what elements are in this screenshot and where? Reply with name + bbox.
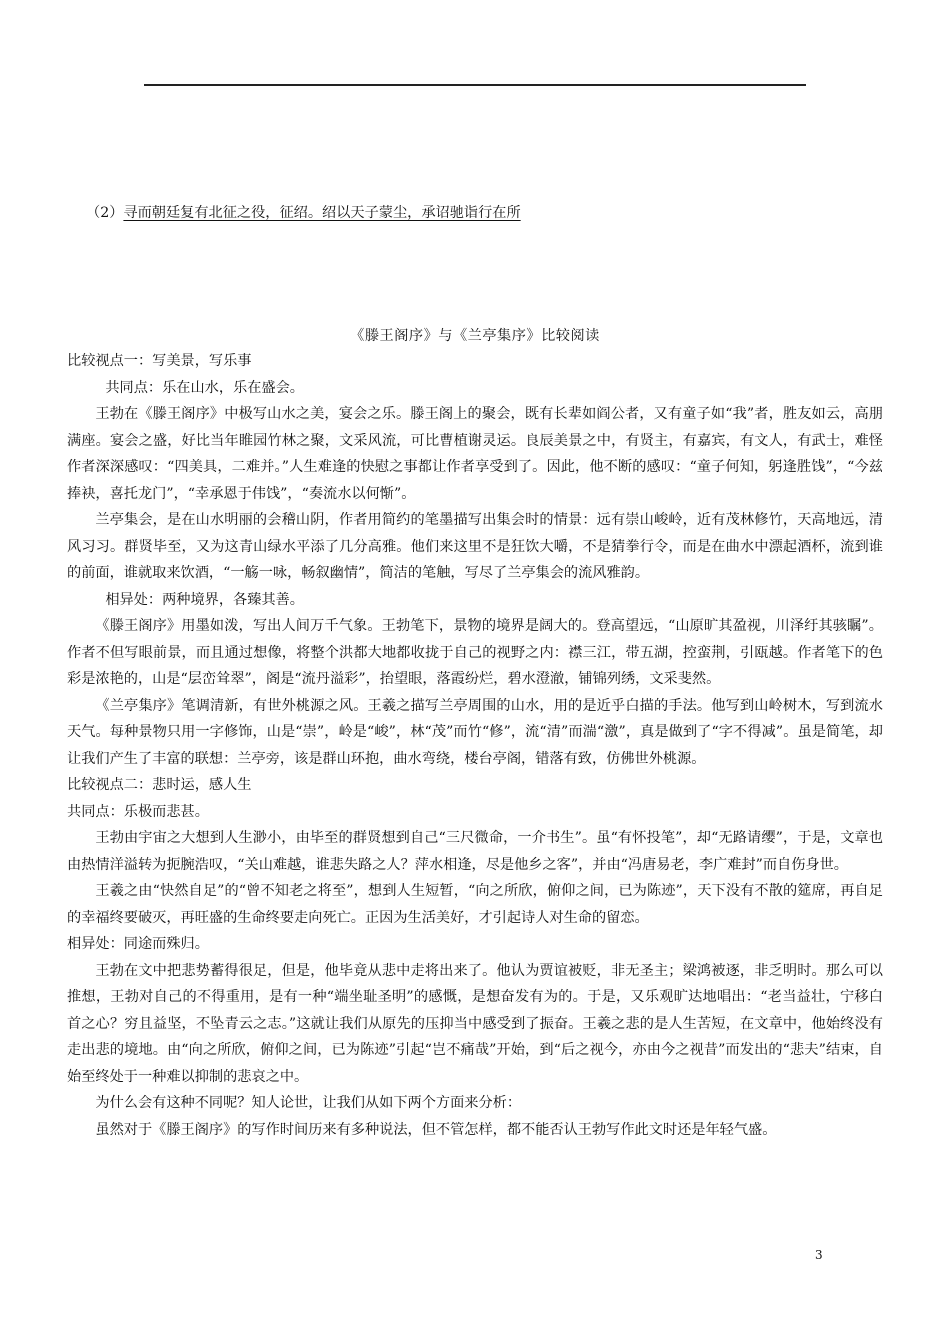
paragraph: 虽然对于《滕王阁序》的写作时间历来有多种说法，但不管怎样，都不能否认王勃写作此文时还是年轻气盛。	[95, 1121, 777, 1138]
paragraph: 王勃由宇宙之大想到人生渺小，由毕至的群贤想到自己“三尺微命，一介书生”。虽“有怀投笔”，却“无路请缨”，于是，文章也由热情洋溢转为扼腕浩叹，“关山难越，谁悲失路之人？萍水相逢，尽是他乡之客”，并由“冯唐易老，李广难封”而自伤身世。	[67, 830, 883, 873]
question-2-text: 寻而朝廷复有北征之役，征绍。绍以天子蒙尘，承诏驰诣行在所	[123, 205, 521, 221]
section-heading-1: 比较视点一：写美景，写乐事	[67, 353, 252, 369]
question-2	[86, 202, 521, 222]
section-heading-2: 比较视点二：悲时运，感人生	[67, 777, 252, 793]
paragraph: 《兰亭集序》笔调清新，有世外桃源之风。王羲之描写兰亭周围的山水，用的是近乎白描的手法。他写到山岭树木，写到流水天气。每种景物只用一字修饰，山是“崇”，岭是“峻”，林“茂”而竹“修”，流“清”而湍“激”，真是做到了“字不得减”。虽是简笔，却让我们产生了丰富的联想：兰亭旁，该是群山环抱，曲水弯绕，楼台亭阁，错落有致，仿佛世外桃源。	[67, 697, 883, 767]
subheading-common-2: 共同点：乐极而悲甚。	[67, 803, 209, 820]
article-title: 《滕王阁序》与《兰亭集序》比较阅读	[350, 328, 600, 344]
subheading-diff-1: 相异处：两种境界，各臻其善。	[105, 591, 304, 608]
paragraph: 王勃在文中把悲势蓄得很足，但是，他毕竟从悲中走将出来了。他认为贾谊被贬，非无圣主；梁鸿被逐，非乏明时。那么可以推想，王勃对自己的不得重用，是有一种“端坐耻圣明”的感慨，是想奋发有为的。于是，又乐观旷达地唱出：“老当益壮，宁移白首之心？穷且益坚，不坠青云之志。”这就让我们从原先的压抑当中感受到了振奋。王羲之悲的是人生苦短，在文章中，他始终没有走出悲的境地。由“向之所欣，俯仰之间，已为陈迹”引起“岂不痛哉”开始，到“后之视今，亦由今之视昔”而发出的“悲夫”结束，自始至终处于一种难以抑制的悲哀之中。	[67, 962, 883, 1085]
article-body	[67, 348, 883, 1143]
header-rule	[144, 84, 806, 86]
paragraph: 为什么会有这种不同呢？知人论世，让我们从如下两个方面来分析：	[95, 1095, 522, 1111]
page-number: 3	[815, 1248, 823, 1262]
subheading-common-1: 共同点：乐在山水，乐在盛会。	[105, 379, 304, 396]
paragraph: 王羲之由“快然自足”的“曾不知老之将至”，想到人生短暂，“向之所欣，俯仰之间，已为陈迹”，天下没有不散的筵席，再自足的幸福终要破灭，再旺盛的生命终要走向死亡。正因为生活美好，才引起诗人对生命的留恋。	[67, 883, 883, 926]
paragraph: 《滕王阁序》用墨如泼，写出人间万千气象。王勃笔下，景物的境界是阔大的。登高望远，“山原旷其盈视，川泽纡其骇瞩”。作者不但写眼前景，而且通过想像，将整个洪都大地都收拢于自己的视野之内：襟三江，带五湖，控蛮荆，引瓯越。作者笔下的色彩是浓艳的，山是“层峦耸翠”，阁是“流丹溢彩”，抬望眼，落霞纷烂，碧水澄澈，铺锦列绣，文采斐然。	[67, 618, 883, 687]
question-2-label: （2）	[86, 205, 124, 221]
subheading-diff-2: 相异处：同途而殊归。	[67, 936, 209, 952]
paragraph: 兰亭集会，是在山水明丽的会稽山阴，作者用简约的笔墨描写出集会时的情景：远有崇山峻岭，近有茂林修竹，天高地远，清风习习。群贤毕至，又为这青山绿水平添了几分高雅。他们来这里不是狂饮大嚼，不是猜拳行令，而是在曲水中漂起酒杯，流到谁的前面，谁就取来饮酒，“一觞一咏，畅叙幽情”，简洁的笔触，写尽了兰亭集会的流风雅韵。	[67, 512, 883, 581]
paragraph: 王勃在《滕王阁序》中极写山水之美，宴会之乐。滕王阁上的聚会，既有长辈如阎公者，又有童子如“我”者，胜友如云，高朋满座。宴会之盛，好比当年睢园竹林之聚，文采风流，可比曹植谢灵运。良辰美景之中，有贤主，有嘉宾，有文人，有武士，难怪作者深深感叹：“四美具，二难并。”人生难逢的快慰之事都让作者享受到了。因此，他不断的感叹：“童子何知，躬逢胜饯”，“今兹捧袂，喜托龙门”，“幸承恩于伟饯”，“奏流水以何惭”。	[67, 406, 883, 502]
